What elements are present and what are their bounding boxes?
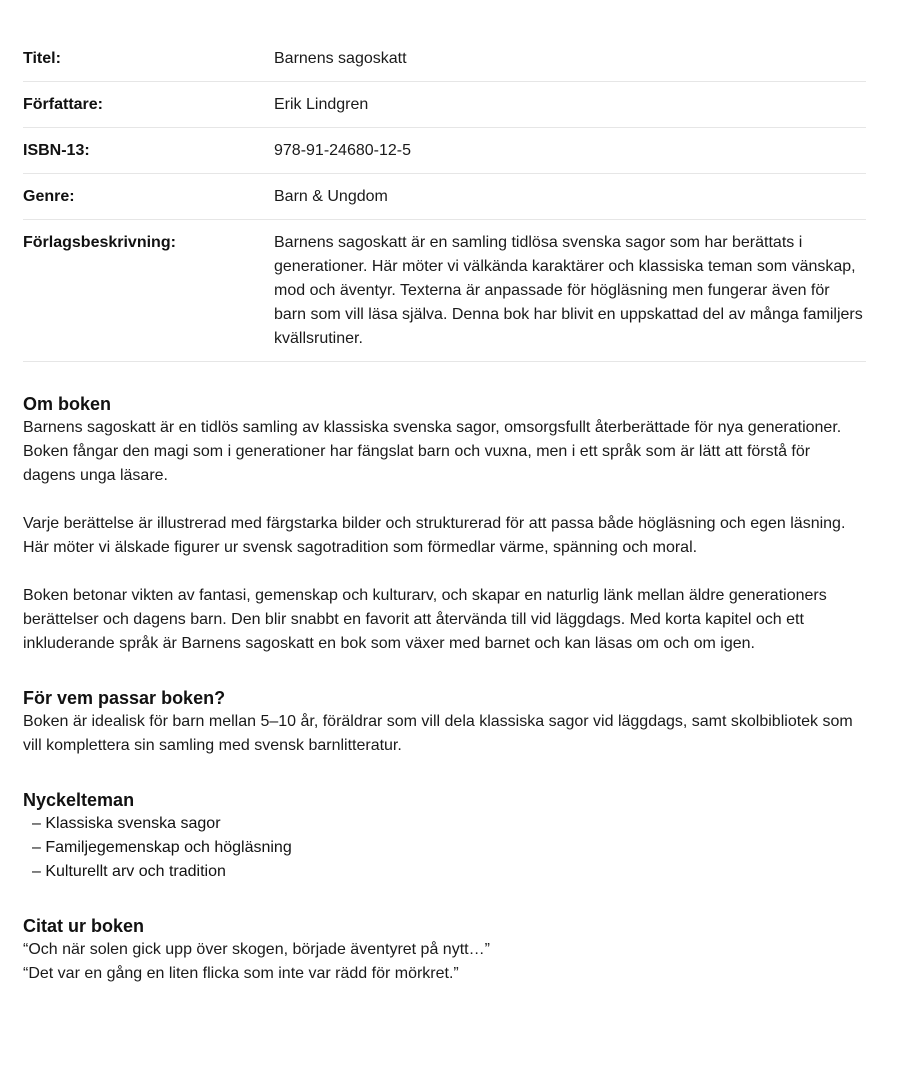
detail-label: Förlagsbeskrivning: [23,220,274,362]
theme-item: – Familjegemenskap och högläsning [32,836,866,860]
theme-item: – Kulturellt arv och tradition [32,860,866,884]
detail-row-author [23,82,866,128]
themes-list [23,812,866,884]
about-paragraph: Boken betonar vikten av fantasi, gemenskap och kulturarv, och skapar en naturlig länk mellan äldre generationers berättelser och dagens barn. Den blir snabbt en favorit att återvända till vid läggdags. Med korta kapitel och ett inkluderande språk är Barnens sagoskatt en bok som växer med barnet och kan läsas om och om igen. [23,587,827,652]
about-heading: Om boken [23,394,112,414]
detail-row-publisher-description [23,220,866,362]
audience-section [23,686,866,758]
detail-row-isbn [23,128,866,174]
detail-label: Författare: [23,82,274,128]
detail-label: ISBN-13: [23,128,274,174]
detail-label: Genre: [23,174,274,220]
audience-heading: För vem passar boken? [23,688,226,708]
detail-value: Barnens sagoskatt är en samling tidlösa svenska sagor som har berättats i generationer. Här möter vi välkända karaktärer och klassiska teman som vänskap, mod och äventyr. Texterna är anpassade för högläsning men fungerar även för barn som vill läsa själva. Denna bok har blivit en uppskattad del av många familjers kvällsrutiner. [274,220,866,362]
detail-value: Barnens sagoskatt [274,36,866,82]
quotes-heading: Citat ur boken [23,916,145,936]
quotes-section [23,914,866,986]
theme-item: – Klassiska svenska sagor [32,812,866,836]
detail-row-title [23,36,866,82]
detail-value: Barn & Ungdom [274,174,866,220]
about-paragraph: Varje berättelse är illustrerad med färgstarka bilder och strukturerad för att passa både högläsning och egen läsning. Här möter vi älskade figurer ur svensk sagotradition som förmedlar värme, spänning och moral. [23,515,846,556]
about-section [23,392,866,656]
quote-line: “Det var en gång en liten flicka som inte var rädd för mörkret.” [23,965,459,982]
detail-row-genre [23,174,866,220]
themes-section [23,788,866,884]
quote-line: “Och när solen gick upp över skogen, började äventyret på nytt…” [23,941,490,958]
detail-value: Erik Lindgren [274,82,866,128]
detail-label: Titel: [23,36,274,82]
themes-heading: Nyckelteman [23,790,135,810]
audience-text: Boken är idealisk för barn mellan 5–10 år, föräldrar som vill dela klassiska sagor vid läggdags, samt skolbibliotek som vill komplettera sin samling med svensk barnlitteratur. [23,713,853,754]
book-details-table [23,36,866,362]
detail-value: 978-91-24680-12-5 [274,128,866,174]
about-paragraph: Barnens sagoskatt är en tidlös samling av klassiska svenska sagor, omsorgsfullt återberättade för nya generationer. Boken fångar den magi som i generationer har fängslat barn och vuxna, men i ett språk som är lätt att förstå för dagens unga läsare. [23,419,842,484]
